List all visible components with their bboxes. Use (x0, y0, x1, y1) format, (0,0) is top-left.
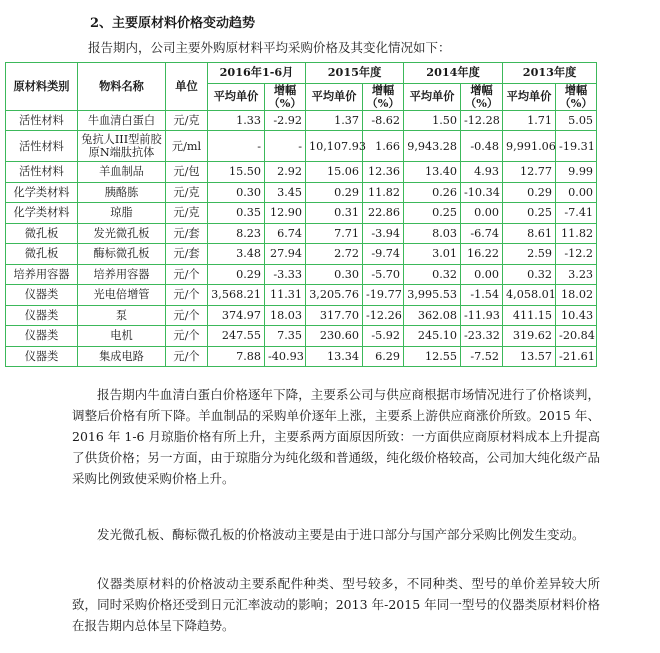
cell-unit: 元/套 (166, 223, 208, 244)
cell-category: 活性材料 (6, 162, 78, 183)
cell-price-2016: 15.50 (208, 162, 265, 183)
cell-price-2013: 0.32 (503, 264, 556, 285)
cell-name: 兔抗人III型前胶原N端肽抗体 (78, 131, 166, 162)
cell-price-2015: 0.29 (306, 182, 363, 203)
cell-change-2015: -5.92 (363, 326, 404, 347)
cell-price-2013: 8.61 (503, 223, 556, 244)
cell-price-2016: 247.55 (208, 326, 265, 347)
cell-change-2013: -12.2 (556, 244, 597, 265)
cell-price-2016: 8.23 (208, 223, 265, 244)
cell-change-2014: -11.93 (461, 305, 503, 326)
cell-change-2016: 12.90 (265, 203, 306, 224)
cell-change-2016: -3.33 (265, 264, 306, 285)
cell-change-2013: 0.00 (556, 182, 597, 203)
cell-price-2016: - (208, 131, 265, 162)
cell-price-2015: 0.31 (306, 203, 363, 224)
cell-price-2014: 0.26 (404, 182, 461, 203)
cell-category: 仪器类 (6, 326, 78, 347)
cell-category: 微孔板 (6, 244, 78, 265)
table-row (6, 182, 597, 203)
cell-change-2015: -3.94 (363, 223, 404, 244)
cell-name: 琼脂 (78, 203, 166, 224)
cell-change-2014: -12.28 (461, 110, 503, 131)
table-header-row (6, 63, 597, 84)
cell-unit: 元/克 (166, 182, 208, 203)
table-row (6, 162, 597, 183)
cell-price-2013: 0.25 (503, 203, 556, 224)
cell-price-2013: 13.57 (503, 346, 556, 367)
cell-price-2015: 13.34 (306, 346, 363, 367)
table-row (6, 223, 597, 244)
cell-category: 仪器类 (6, 305, 78, 326)
cell-unit: 元/个 (166, 285, 208, 306)
cell-category: 活性材料 (6, 131, 78, 162)
cell-name: 集成电路 (78, 346, 166, 367)
table-row (6, 346, 597, 367)
table-row (6, 203, 597, 224)
cell-price-2015: 7.71 (306, 223, 363, 244)
cell-change-2016: 18.03 (265, 305, 306, 326)
cell-change-2016: - (265, 131, 306, 162)
header-change: 增幅（%） (363, 83, 404, 110)
cell-change-2014: 0.00 (461, 203, 503, 224)
table-row (6, 110, 597, 131)
cell-name: 泵 (78, 305, 166, 326)
cell-category: 仪器类 (6, 285, 78, 306)
cell-change-2014: 4.93 (461, 162, 503, 183)
cell-change-2015: -5.70 (363, 264, 404, 285)
cell-price-2015: 230.60 (306, 326, 363, 347)
cell-change-2013: 3.23 (556, 264, 597, 285)
header-period-2015: 2015年度 (306, 63, 404, 84)
cell-name: 培养用容器 (78, 264, 166, 285)
cell-change-2015: -12.26 (363, 305, 404, 326)
cell-category: 化学类材料 (6, 203, 78, 224)
cell-price-2014: 12.55 (404, 346, 461, 367)
cell-price-2015: 2.72 (306, 244, 363, 265)
cell-price-2014: 0.25 (404, 203, 461, 224)
cell-change-2016: 27.94 (265, 244, 306, 265)
cell-price-2013: 9,991.06 (503, 131, 556, 162)
table-row (6, 264, 597, 285)
cell-price-2015: 15.06 (306, 162, 363, 183)
cell-unit: 元/克 (166, 110, 208, 131)
header-avg-price: 平均单价 (503, 83, 556, 110)
cell-price-2015: 0.30 (306, 264, 363, 285)
cell-name: 光电倍增管 (78, 285, 166, 306)
cell-name: 羊血制品 (78, 162, 166, 183)
cell-change-2016: 6.74 (265, 223, 306, 244)
cell-price-2014: 13.40 (404, 162, 461, 183)
header-change: 增幅（%） (265, 83, 306, 110)
header-unit: 单位 (166, 63, 208, 111)
paragraph-2: 发光微孔板、酶标微孔板的价格波动主要是由于进口部分与国产部分采购比例发生变动。 (97, 527, 585, 542)
cell-unit: 元/个 (166, 264, 208, 285)
cell-price-2016: 0.35 (208, 203, 265, 224)
table-row (6, 326, 597, 347)
cell-price-2014: 245.10 (404, 326, 461, 347)
cell-price-2014: 0.32 (404, 264, 461, 285)
cell-change-2014: -23.32 (461, 326, 503, 347)
header-period-2014: 2014年度 (404, 63, 503, 84)
cell-price-2013: 319.62 (503, 326, 556, 347)
cell-unit: 元/克 (166, 203, 208, 224)
cell-price-2016: 3,568.21 (208, 285, 265, 306)
cell-change-2014: 0.00 (461, 264, 503, 285)
cell-price-2015: 317.70 (306, 305, 363, 326)
cell-category: 培养用容器 (6, 264, 78, 285)
cell-price-2016: 1.33 (208, 110, 265, 131)
header-avg-price: 平均单价 (208, 83, 265, 110)
header-period-2016: 2016年1-6月 (208, 63, 306, 84)
cell-change-2013: 11.82 (556, 223, 597, 244)
cell-price-2013: 4,058.01 (503, 285, 556, 306)
intro-text: 报告期内，公司主要外购原材料平均采购价格及其变化情况如下： (88, 40, 451, 55)
cell-change-2016: 7.35 (265, 326, 306, 347)
table-row (6, 244, 597, 265)
cell-unit: 元/套 (166, 244, 208, 265)
header-change: 增幅（%） (556, 83, 597, 110)
cell-price-2015: 1.37 (306, 110, 363, 131)
header-avg-price: 平均单价 (404, 83, 461, 110)
paragraph-1: 报告期内牛血清白蛋白价格逐年下降，主要系公司与供应商根据市场情况进行了价格谈判，调整后价格有所下降。羊血制品的采购单价逐年上涨，主要系上游供应商涨价所致。2015 年、2016 年 1-6 月琼脂价格有所上升，主要系两方面原因所致：一方面供应商原材料成本上升提高了供货价格；另一方面，由于琼脂分为纯化级和普通级，纯化级价格较高，公司加大纯化级产品采购比例致使采购价格上升。 (72, 387, 600, 486)
cell-price-2016: 374.97 (208, 305, 265, 326)
cell-price-2013: 2.59 (503, 244, 556, 265)
cell-change-2016: 3.45 (265, 182, 306, 203)
cell-change-2015: 22.86 (363, 203, 404, 224)
cell-change-2015: -19.77 (363, 285, 404, 306)
header-avg-price: 平均单价 (306, 83, 363, 110)
cell-price-2013: 0.29 (503, 182, 556, 203)
cell-price-2015: 10,107.93 (306, 131, 363, 162)
cell-change-2014: -6.74 (461, 223, 503, 244)
cell-price-2014: 1.50 (404, 110, 461, 131)
header-category: 原材料类别 (6, 63, 78, 111)
cell-change-2016: 2.92 (265, 162, 306, 183)
cell-price-2014: 3,995.53 (404, 285, 461, 306)
cell-change-2016: -2.92 (265, 110, 306, 131)
cell-category: 微孔板 (6, 223, 78, 244)
cell-change-2015: -8.62 (363, 110, 404, 131)
table-row (6, 131, 597, 162)
cell-change-2015: 1.66 (363, 131, 404, 162)
cell-price-2016: 0.30 (208, 182, 265, 203)
cell-price-2014: 3.01 (404, 244, 461, 265)
materials-price-table (5, 62, 597, 367)
cell-price-2015: 3,205.76 (306, 285, 363, 306)
table-row (6, 305, 597, 326)
cell-unit: 元/个 (166, 326, 208, 347)
cell-price-2014: 9,943.28 (404, 131, 461, 162)
cell-change-2014: 16.22 (461, 244, 503, 265)
cell-price-2016: 7.88 (208, 346, 265, 367)
cell-name: 酶标微孔板 (78, 244, 166, 265)
cell-price-2016: 3.48 (208, 244, 265, 265)
cell-price-2014: 8.03 (404, 223, 461, 244)
header-period-2013: 2013年度 (503, 63, 597, 84)
cell-price-2013: 12.77 (503, 162, 556, 183)
cell-price-2013: 1.71 (503, 110, 556, 131)
cell-change-2015: 11.82 (363, 182, 404, 203)
cell-unit: 元/包 (166, 162, 208, 183)
cell-change-2013: 18.02 (556, 285, 597, 306)
cell-change-2013: 5.05 (556, 110, 597, 131)
cell-change-2015: -9.74 (363, 244, 404, 265)
cell-change-2014: -7.52 (461, 346, 503, 367)
cell-change-2013: -19.31 (556, 131, 597, 162)
table-row (6, 285, 597, 306)
cell-change-2013: -20.84 (556, 326, 597, 347)
cell-change-2013: 10.43 (556, 305, 597, 326)
cell-unit: 元/个 (166, 305, 208, 326)
cell-change-2014: -0.48 (461, 131, 503, 162)
cell-price-2016: 0.29 (208, 264, 265, 285)
cell-name: 电机 (78, 326, 166, 347)
cell-change-2014: -1.54 (461, 285, 503, 306)
cell-name: 胰酪胨 (78, 182, 166, 203)
cell-change-2013: -7.41 (556, 203, 597, 224)
cell-change-2016: 11.31 (265, 285, 306, 306)
cell-price-2014: 362.08 (404, 305, 461, 326)
cell-change-2015: 12.36 (363, 162, 404, 183)
cell-change-2013: -21.61 (556, 346, 597, 367)
cell-change-2014: -10.34 (461, 182, 503, 203)
paragraph-3: 仪器类原材料的价格波动主要系配件种类、型号较多，不同种类、型号的单价差异较大所致，同时采购价格还受到日元汇率波动的影响；2013 年-2015 年同一型号的仪器类原材料价格在报告期内总体呈下降趋势。 (72, 576, 600, 633)
cell-change-2015: 6.29 (363, 346, 404, 367)
header-change: 增幅（%） (461, 83, 503, 110)
cell-unit: 元/ml (166, 131, 208, 162)
cell-change-2016: -40.93 (265, 346, 306, 367)
section-heading: 2、主要原材料价格变动趋势 (90, 16, 256, 31)
header-name: 物料名称 (78, 63, 166, 111)
cell-category: 仪器类 (6, 346, 78, 367)
cell-unit: 元/个 (166, 346, 208, 367)
cell-name: 牛血清白蛋白 (78, 110, 166, 131)
cell-category: 化学类材料 (6, 182, 78, 203)
cell-price-2013: 411.15 (503, 305, 556, 326)
cell-change-2013: 9.99 (556, 162, 597, 183)
cell-category: 活性材料 (6, 110, 78, 131)
cell-name: 发光微孔板 (78, 223, 166, 244)
